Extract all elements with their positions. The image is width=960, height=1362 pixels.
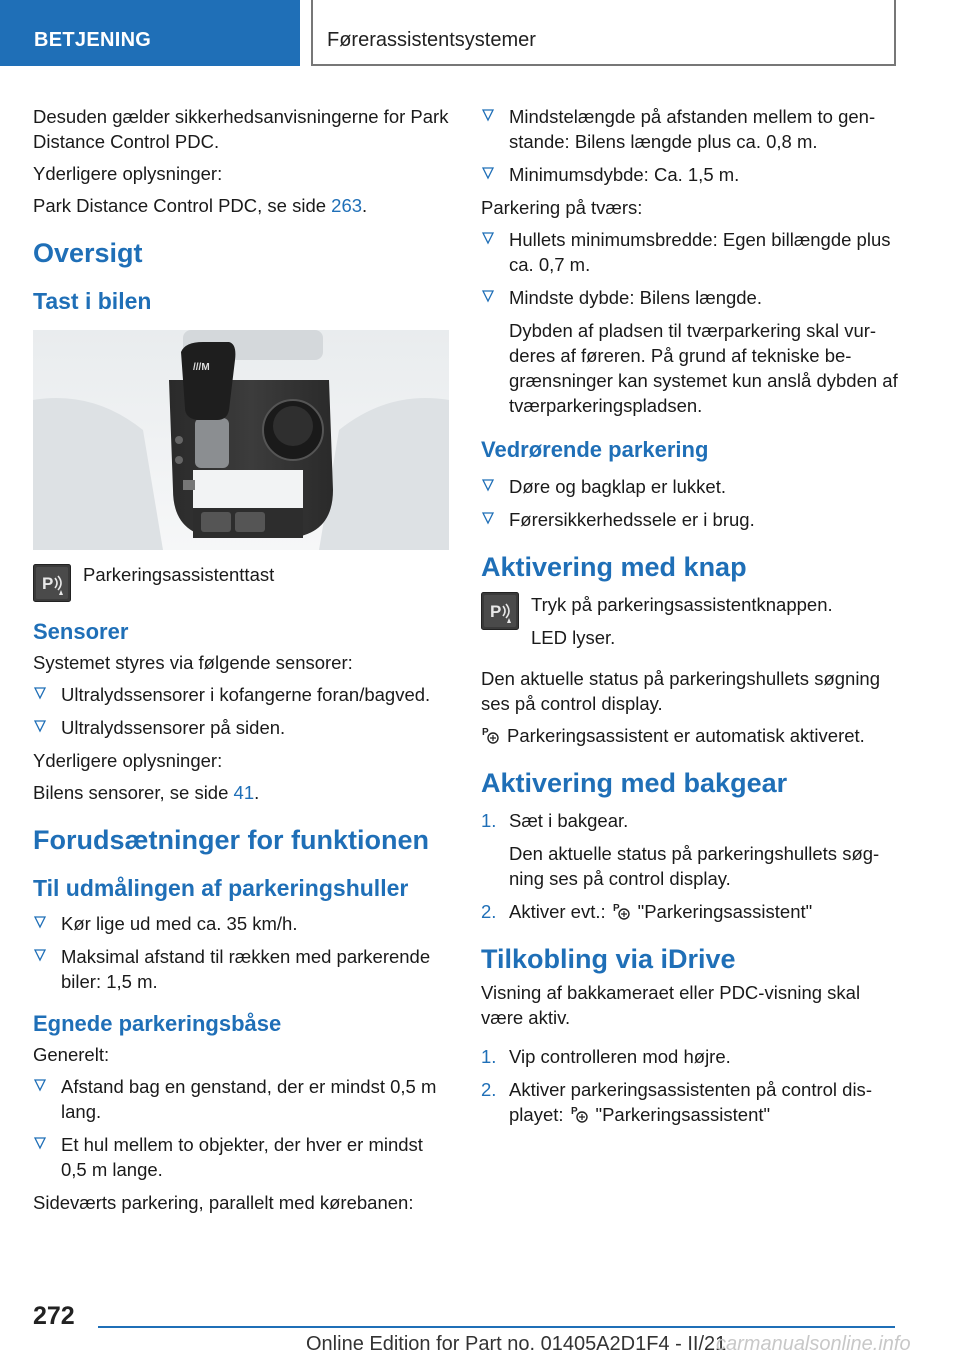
- status-text: Den aktuelle status på parkeringshullets søgning ses på control display.: [481, 668, 881, 714]
- vedr-list: [481, 474, 901, 532]
- list-item: Minimumsdybde: Ca. 1,5 m.: [481, 162, 901, 187]
- heading-sensorer: Sensorer: [33, 619, 129, 644]
- knap-text-1: Tryk på parkeringsassistentknappen.: [531, 594, 833, 615]
- page-link-263[interactable]: 263: [331, 195, 363, 216]
- heading-tilkobling-idrive: Tilkobling via iDrive: [481, 944, 736, 974]
- generelt-label: Generelt:: [33, 1044, 110, 1065]
- heading-egnede: Egnede parkeringsbåse: [33, 1011, 282, 1036]
- parking-assistant-button-icon: [481, 592, 519, 630]
- parking-assistant-icon: [612, 901, 632, 921]
- auto-text: Parkeringsassistent er automatisk aktiveret.: [481, 723, 901, 748]
- list-item: Mindstelængde på afstanden mellem to genstande: Bilens længde plus ca. 0,8 m.: [481, 104, 901, 154]
- triangle-bullet-icon: [33, 948, 47, 962]
- tvaers-list: [481, 227, 901, 418]
- pdc-reference: Park Distance Control PDC, se side 263.: [33, 195, 368, 216]
- sensorer-intro: Systemet styres via følgende sensorer:: [33, 652, 353, 673]
- list-item: Ultralydssensorer på siden.: [33, 715, 449, 740]
- list-item: Maksimal afstand til rækken med parkerende biler: 1,5 m.: [33, 944, 449, 994]
- list-item: Førersikkerhedssele er i brug.: [481, 507, 901, 532]
- more-info-label: Yderligere oplysninger:: [33, 750, 223, 771]
- parking-assistant-icon: [481, 725, 501, 745]
- tvaers-label: Parkering på tværs:: [481, 197, 643, 218]
- triangle-bullet-icon: [481, 478, 495, 492]
- heading-forudsaetninger: Forudsætninger for funktionen: [33, 825, 429, 855]
- bakgear-steps: [481, 808, 901, 924]
- parallel-list: [481, 104, 901, 187]
- heading-vedroerende: Vedrørende parkering: [481, 437, 709, 462]
- heading-aktivering-knap: Aktivering med knap: [481, 552, 747, 582]
- list-item: Døre og bagklap er lukket.: [481, 474, 901, 499]
- triangle-bullet-icon: [481, 108, 495, 122]
- parking-assistant-button-icon: [33, 564, 71, 602]
- page-number: 272: [33, 1302, 75, 1330]
- triangle-bullet-icon: [481, 289, 495, 303]
- knap-text-2: LED lyser.: [531, 627, 616, 648]
- parking-assistant-icon: [570, 1104, 590, 1124]
- list-item: Hullets minimumsbredde: Egen billængde plus ca. 0,7 m.: [481, 227, 901, 277]
- triangle-bullet-icon: [33, 1136, 47, 1150]
- left-column: [33, 104, 449, 1222]
- gear-selector-photo: [33, 330, 449, 550]
- section-tab: [0, 0, 300, 66]
- sidevaerts-label: Sideværts parkering, parallelt med kørebanen:: [33, 1192, 414, 1213]
- edition-text: Online Edition for Part no. 01405A2D1F4 - II/21: [306, 1333, 727, 1355]
- list-item: Kør lige ud med ca. 35 km/h.: [33, 911, 449, 936]
- button-caption-row: [33, 564, 449, 602]
- list-item: Et hul mellem to objekter, der hver er mindst 0,5 m lange.: [33, 1132, 449, 1182]
- idrive-steps: [481, 1044, 901, 1127]
- list-item: 1. Vip controlleren mod højre.: [481, 1046, 731, 1067]
- triangle-bullet-icon: [33, 1078, 47, 1092]
- triangle-bullet-icon: [481, 166, 495, 180]
- triangle-bullet-icon: [33, 915, 47, 929]
- heading-aktivering-bakgear: Aktivering med bakgear: [481, 768, 788, 798]
- list-item: Afstand bag en genstand, der er mindst 0,5 m lang.: [33, 1074, 449, 1124]
- triangle-bullet-icon: [33, 686, 47, 700]
- list-item: 2. Aktiver evt.: "Parkeringsassistent": [481, 901, 813, 922]
- heading-udmaaling: Til udmålingen af parkeringshuller: [33, 875, 409, 901]
- list-item: 1. Sæt i bakgear. Den aktuelle status på parkeringshullets søgning ses på control display.: [481, 810, 880, 889]
- more-info-label: Yderligere oplysninger:: [33, 163, 223, 184]
- chapter-tab: [311, 0, 896, 66]
- intro-text: Desuden gælder sikkerhedsanvisningerne for Park Distance Control PDC.: [33, 106, 449, 152]
- watermark: carmanualsonline.info: [716, 1333, 911, 1355]
- page-link-41[interactable]: 41: [233, 782, 255, 803]
- right-column: [481, 104, 901, 1135]
- udmaal-list: [33, 911, 449, 994]
- list-item: 2. Aktiver parkeringsassistenten på control displayet: "Parkeringsassistent": [481, 1079, 872, 1125]
- knap-row: [481, 592, 901, 658]
- idrive-intro: Visning af bakkameraet eller PDC-visning skal være aktiv.: [481, 982, 861, 1028]
- triangle-bullet-icon: [33, 719, 47, 733]
- triangle-bullet-icon: [481, 231, 495, 245]
- footer-divider: [98, 1326, 895, 1328]
- section-title: BETJENING: [34, 29, 152, 51]
- sensor-reference: Bilens sensorer, se side 41.: [33, 782, 260, 803]
- tvaers-note: Dybden af pladsen til tværparkering skal vurderes af føreren. På grund af tekniske begrænsninger kan systemet kun anslå dybden af tværparkeringspladsen.: [509, 320, 898, 416]
- heading-tast: Tast i bilen: [33, 288, 152, 314]
- heading-oversigt: Oversigt: [33, 238, 143, 268]
- sensor-list: [33, 682, 449, 740]
- chapter-title: Førerassistentsystemer: [327, 29, 536, 51]
- list-item: Mindste dybde: Bilens længde. Dybden af pladsen til tværparkering skal vurderes af føreren. På grund af tekniske begrænsninger kan systemet kun anslå dybden af tværparkeringspladsen.: [481, 285, 901, 418]
- generelt-list: [33, 1074, 449, 1182]
- list-item: Ultralydssensorer i kofangerne foran/bagved.: [33, 682, 449, 707]
- svg-text:///M: ///M: [193, 362, 210, 373]
- button-caption: Parkeringsassistenttast: [83, 564, 275, 585]
- triangle-bullet-icon: [481, 511, 495, 525]
